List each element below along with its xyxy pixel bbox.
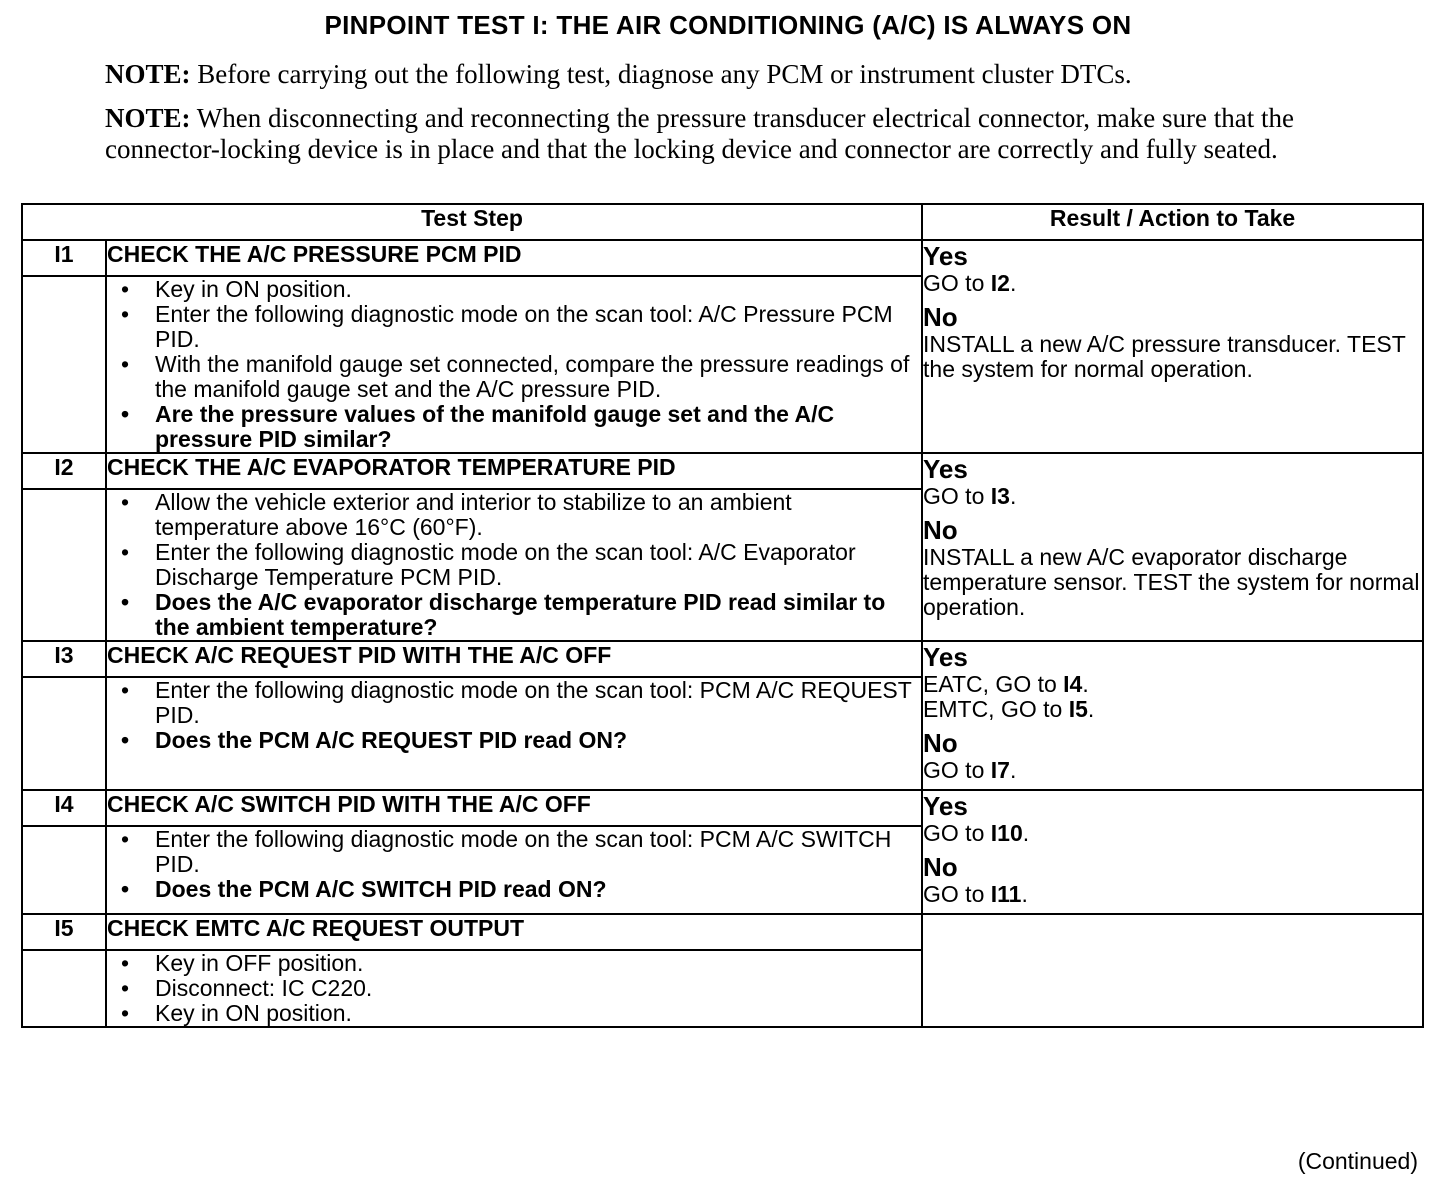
step-bullet: • Key in ON position. [155,277,921,302]
step-header-row [22,914,1423,950]
step-id: I1 [22,240,106,276]
result-no [923,728,1422,783]
result-label: Yes [923,791,968,821]
step-body-cell [106,677,922,790]
step-body-cell [106,950,922,1027]
result-label: No [923,515,958,545]
continued-label: (Continued) [1297,1148,1418,1174]
step-header-row [22,641,1423,677]
step-id-spacer [22,489,106,641]
result-action [923,672,1422,697]
step-result-cell [922,453,1423,641]
action-suffix: . [1021,881,1028,907]
result-label: Yes [923,454,968,484]
step-question: • Does the PCM A/C REQUEST PID read ON? [155,728,921,753]
step-result-cell [922,914,1423,1027]
note-pcm-dtcs [105,59,1365,90]
step-result-cell [922,790,1423,914]
action-text: GO to [923,483,991,509]
result-yes [923,454,1422,509]
step-result-cell [922,641,1423,790]
action-text: EATC, GO to [923,671,1064,697]
step-body-cell [106,826,922,914]
step-id-spacer [22,826,106,914]
action-text: GO to [923,820,991,846]
steps-body [22,240,1423,1027]
step-bullet: • Allow the vehicle exterior and interior to stabilize to an ambient temperature above 16°C (60°F). [155,490,921,540]
action-text: GO to [923,270,991,296]
action-suffix: . [1009,757,1017,783]
result-action [923,484,1422,509]
step-id-spacer [22,950,106,1027]
step-reference[interactable]: I2 [990,270,1010,296]
action-suffix: . [1082,671,1089,697]
action-text: GO to [923,757,991,783]
step-bullet: • Key in ON position. [155,1001,921,1026]
step-body-cell [106,489,922,641]
result-label: No [923,728,958,758]
result-label: Yes [923,241,968,271]
step-bullets [107,951,921,1026]
result-action [923,882,1422,907]
step-title: CHECK THE A/C PRESSURE PCM PID [106,240,922,276]
step-reference[interactable]: I3 [990,483,1010,509]
action-suffix: . [1087,696,1095,722]
step-id: I5 [22,914,106,950]
result-action [923,821,1422,846]
step-bullets [107,678,921,753]
pinpoint-test-table [21,203,1424,1028]
action-suffix: . [1009,483,1017,509]
step-id-spacer [22,677,106,790]
step-bullet: • Disconnect: IC C220. [155,976,921,1001]
note-pressure-transducer [105,103,1365,165]
step-bullet: • Enter the following diagnostic mode on the scan tool: A/C Pressure PCM PID. [155,302,921,352]
result-yes [923,791,1422,846]
step-title: CHECK A/C REQUEST PID WITH THE A/C OFF [106,641,922,677]
step-header-row [22,240,1423,276]
result-label: No [923,852,958,882]
result-no [923,852,1422,907]
note-label: NOTE: [105,59,191,89]
step-header-row [22,453,1423,489]
result-action [923,271,1422,296]
action-text: INSTALL a new A/C pressure transducer. TEST the system for normal operation. [923,331,1406,382]
step-body-cell [106,276,922,453]
step-id-spacer [22,276,106,453]
action-text: INSTALL a new A/C evaporator discharge temperature sensor. TEST the system for normal operation. [923,544,1420,620]
action-text: GO to [923,881,991,907]
header-test-step: Test Step [22,204,922,240]
note-text: Before carrying out the following test, diagnose any PCM or instrument cluster DTCs. [197,59,1132,89]
result-action [923,332,1422,382]
step-bullet: • With the manifold gauge set connected, compare the pressure readings of the manifold gauge set and the A/C pressure PID. [155,352,921,402]
step-bullet: • Key in OFF position. [155,951,921,976]
step-bullet: • Enter the following diagnostic mode on the scan tool: PCM A/C REQUEST PID. [155,678,921,728]
step-question: • Are the pressure values of the manifold gauge set and the A/C pressure PID similar? [155,402,921,452]
step-bullet: • Enter the following diagnostic mode on the scan tool: A/C Evaporator Discharge Temperature PCM PID. [155,540,921,590]
page-title: PINPOINT TEST I: THE AIR CONDITIONING (A/C) IS ALWAYS ON [324,10,1132,40]
result-action [923,697,1422,722]
step-bullets [107,277,921,452]
header-result-action: Result / Action to Take [922,204,1423,240]
result-action [923,545,1422,620]
result-label: No [923,302,958,332]
result-label: Yes [923,642,968,672]
result-no [923,302,1422,382]
result-yes [923,642,1422,722]
note-label: NOTE: [105,103,191,133]
action-suffix: . [1022,820,1030,846]
action-text: EMTC, GO to [923,696,1069,722]
step-bullet: • Enter the following diagnostic mode on the scan tool: PCM A/C SWITCH PID. [155,827,921,877]
step-reference[interactable]: I11 [990,881,1022,907]
step-header-row [22,790,1423,826]
step-result-cell [922,240,1423,453]
step-id: I3 [22,641,106,677]
result-yes [923,241,1422,296]
step-title: CHECK A/C SWITCH PID WITH THE A/C OFF [106,790,922,826]
step-title: CHECK EMTC A/C REQUEST OUTPUT [106,914,922,950]
step-title: CHECK THE A/C EVAPORATOR TEMPERATURE PID [106,453,922,489]
result-action [923,758,1422,783]
step-bullets [107,827,921,902]
step-id: I2 [22,453,106,489]
step-question: • Does the PCM A/C SWITCH PID read ON? [155,877,921,902]
step-bullets [107,490,921,640]
step-reference[interactable]: I7 [990,757,1010,783]
step-reference[interactable]: I4 [1063,671,1083,697]
action-suffix: . [1009,270,1017,296]
step-reference[interactable]: I5 [1068,696,1088,722]
note-text: When disconnecting and reconnecting the pressure transducer electrical connector, make sure that the connector-locking device is in place and that the locking device and connector are correctly and fully seated. [105,103,1294,164]
step-id: I4 [22,790,106,826]
result-no [923,515,1422,620]
step-reference[interactable]: I10 [990,820,1023,846]
step-question: • Does the A/C evaporator discharge temperature PID read similar to the ambient temperature? [155,590,921,640]
